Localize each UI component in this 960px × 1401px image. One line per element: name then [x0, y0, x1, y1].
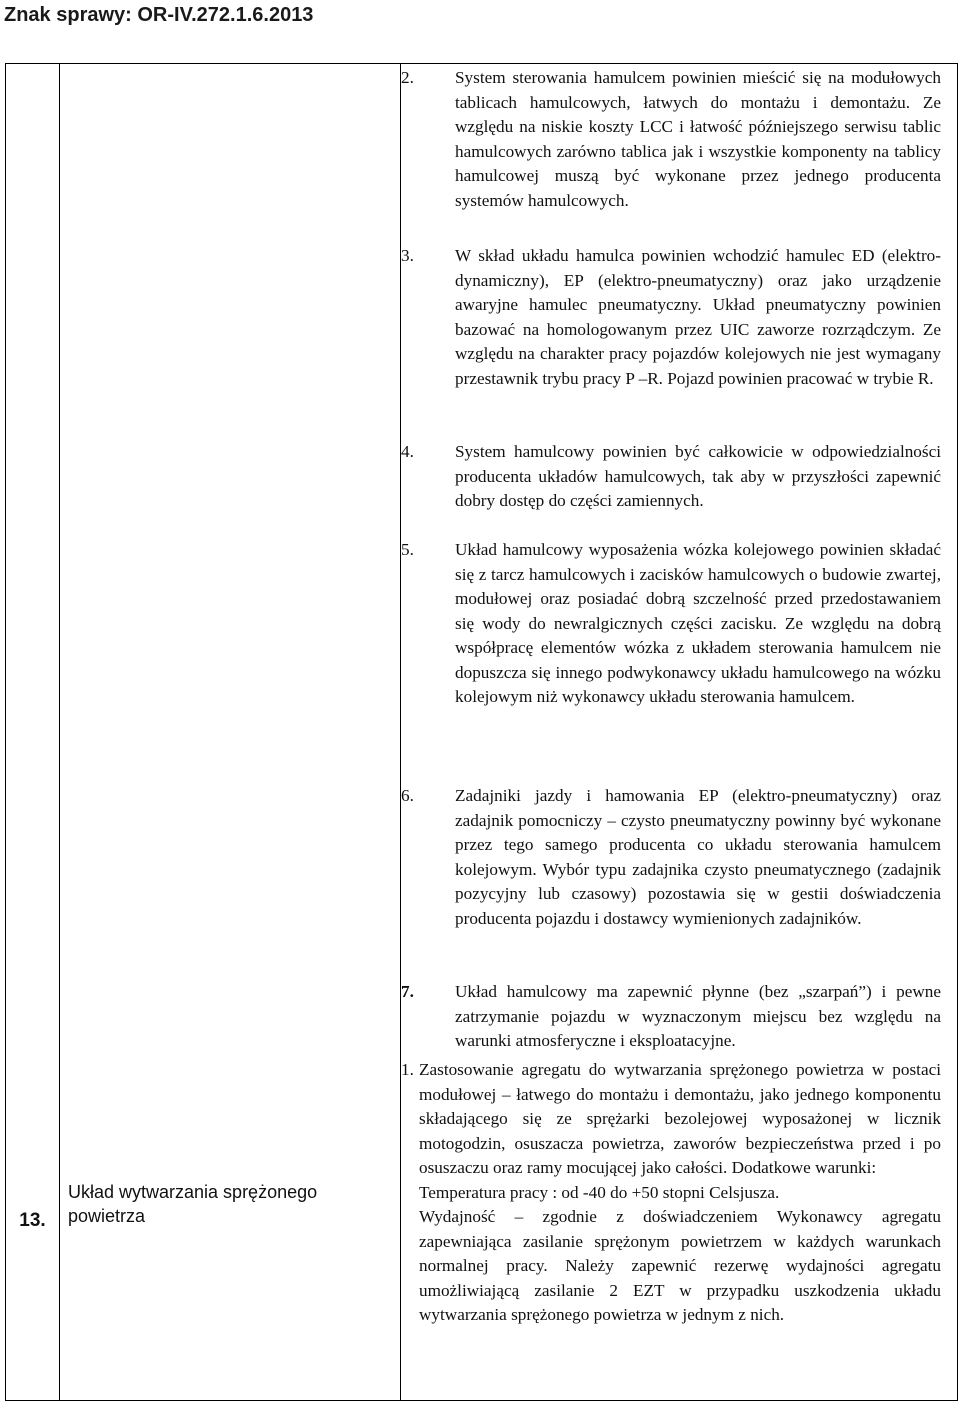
row-number: 13.: [19, 1210, 46, 1231]
item-text: Układ hamulcowy ma zapewnić płynne (bez „szarpań”) i pewne zatrzymanie pojazdu w wyznaczonym miejscu bez względu na warunki atmosferyczne i eksploatacyjne.: [455, 982, 941, 1050]
table-row: [6, 64, 958, 1401]
list-item: [401, 784, 941, 931]
row-name: Układ wytwarzania sprężonego powietrza: [68, 1182, 318, 1226]
document-reference: Znak sprawy: OR-IV.272.1.6.2013: [4, 4, 314, 26]
item-number: 1.: [401, 1060, 414, 1079]
list-item: [401, 66, 941, 213]
row-number-cell: [6, 64, 60, 1401]
item-number: 3.: [401, 246, 414, 265]
item-number: 6.: [401, 786, 414, 805]
performance-requirement: Wydajność – zgodnie z doświadczeniem Wykonawcy agregatu zapewniająca zasilanie sprężonym powietrzem w każdych warunkach normalnej pracy. Należy zapewnić rezerwę wydajności agregatu umożliwiającą zasilanie 2 EZT w przypadku uszkodzenia układu wytwarzania sprężonego powietrza w jednym z nich.: [419, 1207, 941, 1324]
item-text: Zadajniki jazdy i hamowania EP (elektro-pneumatyczny) oraz zadajnik pomocniczy – czysto pneumatyczny powinny być wykonane przez tego samego producenta co układu sterowania hamulcem kolejowym. Wybór typu zadajnika czysto pneumatycznego (zadajnik pozycyjny lub czasowy) pozostawia się w gestii doświadczenia producenta pojazdu i dostawcy wymienionych zadajników.: [455, 786, 941, 928]
item-text: W skład układu hamulca powinien wchodzić hamulec ED (elektro-dynamiczny), EP (elektro-pneumatyczny) oraz jako urządzenie awaryjne hamulec pneumatyczny. Układ pneumatyczny powinien bazować na homologowanym przez UIC zaworze rozrządczym. Ze względu na charakter pracy pojazdów kolejowych nie jest wymagany przestawnik trybu pracy P –R. Pojazd powinien pracować w trybie R.: [455, 246, 941, 388]
list-item: [401, 980, 941, 1054]
item-text: Układ hamulcowy wyposażenia wózka kolejowego powinien składać się z tarcz hamulcowych i zacisków hamulcowych o budowie zwartej, modułowej oraz posiadać dobrą szczelność przed przedostawaniem się wody do newralgicznych części zacisku. Ze względu na dobrą współpracę elementów wózka z układem sterowania hamulcem nie dopuszcza się innego podwykonawcy układu hamulcowego na wózku kolejowym niż wykonawcy układu sterowania hamulcem.: [455, 540, 941, 706]
item-text: Zastosowanie agregatu do wytwarzania sprężonego powietrza w postaci modułowej – łatwego do montażu i demontażu, jako jednego komponentu składającego się ze sprężarki bezolejowej wyposażonej w licznik motogodzin, osuszacza powietrza, zaworów bezpieczeństwa przed i po osuszaczu oraz ramy mocującej jako całości. Dodatkowe warunki:: [419, 1060, 941, 1177]
list-item: [401, 538, 941, 710]
row-description: [401, 64, 957, 1400]
item-text: System hamulcowy powinien być całkowicie w odpowiedzialności producenta układów hamulcowych, tak aby w przyszłości zapewnić dobry dostęp do części zamiennych.: [455, 442, 941, 510]
item-number: 5.: [401, 540, 414, 559]
item-number: 2.: [401, 68, 414, 87]
list-item: [401, 244, 941, 391]
item-number: 4.: [401, 442, 414, 461]
row-name-cell: [60, 64, 401, 1401]
temperature-requirement: Temperatura pracy : od -40 do +50 stopni Celsjusza.: [419, 1182, 780, 1202]
list-item: [401, 1058, 941, 1328]
list-item: [401, 440, 941, 514]
spec-table: [5, 63, 958, 1401]
row-description-cell: [401, 64, 958, 1401]
item-text: System sterowania hamulcem powinien mieścić się na modułowych tablicach hamulcowych, łatwych do montażu i demontażu. Ze względu na niskie koszty LCC i łatwość późniejszego serwisu tablic hamulcowych zarówno tablica jak i wszystkie komponenty na tablicy hamulcowej muszą być wykonane przez jednego producenta systemów hamulcowych.: [455, 68, 941, 210]
item-number: 7.: [401, 982, 414, 1001]
